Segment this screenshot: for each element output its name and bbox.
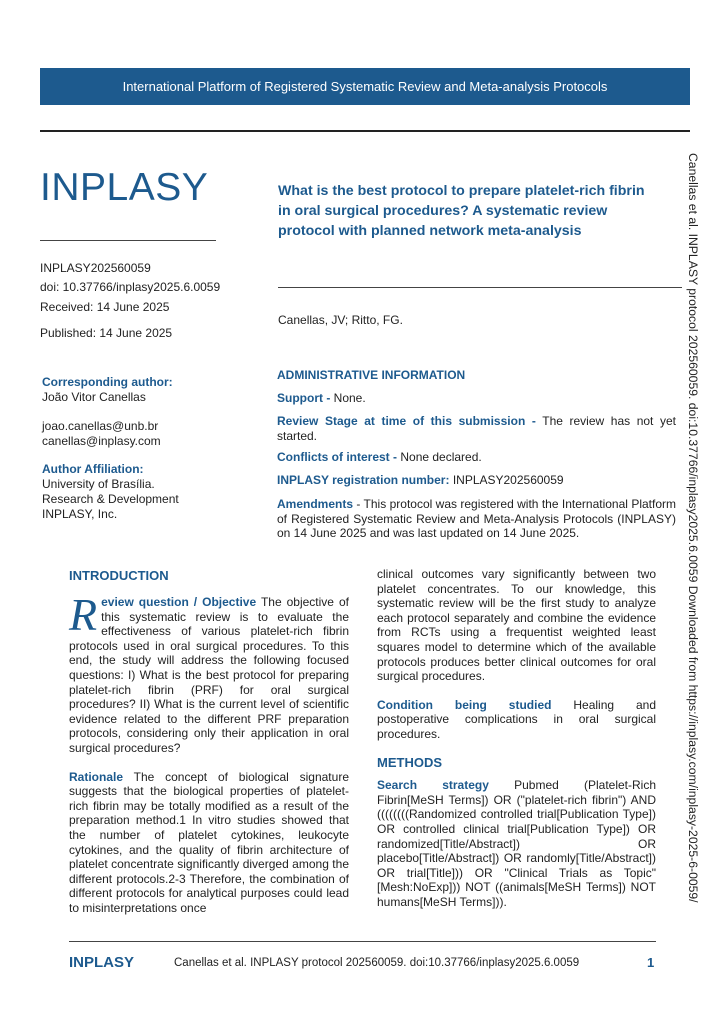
conflicts-label: Conflicts of interest -	[277, 450, 398, 464]
banner-text: International Platform of Registered Systematic Review and Meta-analysis Protocols	[122, 79, 608, 94]
authors: Canellas, JV; Ritto, FG.	[278, 313, 403, 327]
amendments-label: Amendments	[277, 497, 354, 511]
rationale-text: The concept of biological signature suggests that the biological properties of platelet-rich fibrin may be totally modified as a result of the preparation method.1 In vitro studies showed that the number of platelet cytokines, leukocyte cytokines, and the quality of fibrin architecture of platelet concentrate significantly diverged among the different protocols.2-3 Therefore, the combination of different protocols for analytical purposes could lead to misinterpretations once	[69, 769, 349, 915]
admin-registration	[277, 473, 676, 488]
logo-underline	[40, 240, 216, 241]
condition-text: Healing and postoperative complications in oral surgical procedures.	[377, 697, 656, 741]
published-date: Published: 14 June 2025	[40, 326, 173, 340]
platform-banner	[40, 68, 690, 105]
condition-paragraph	[377, 698, 656, 742]
corresponding-author-label: Corresponding author:	[42, 375, 173, 389]
admin-conflicts	[277, 450, 676, 465]
affiliation-line-3: INPLASY, Inc.	[42, 507, 118, 521]
amendments-value: - This protocol was registered with the International Platform of Registered Systematic Review and Meta-Analysis Protocols (INPLASY) on 14 June 2025 and was last updated on 14 June 2025.	[277, 497, 676, 540]
affiliation-label: Author Affiliation:	[42, 462, 144, 476]
rationale-continued: clinical outcomes vary significantly between two platelet concentrates. To our knowledge, this systematic review will be the first study to analyze each protocol separately and combine the evidence from RCTs using a frequentist weighted least squares model to determine which of the available protocols produces better clinical outcomes for oral surgical procedures.	[377, 567, 656, 684]
title-rule	[278, 287, 682, 288]
top-rule	[40, 130, 690, 132]
footer-rule	[69, 941, 656, 942]
search-strategy-paragraph	[377, 778, 656, 909]
admin-stage	[277, 414, 676, 443]
review-question-text: The objective of this systematic review is to evaluate the effectiveness of various platelet-rich fibrin protocols used in oral surgical procedures. To this end, the study will address the following focused questions: I) What is the best protocol for preparing platelet-rich fibrin (PRF) for oral surgical procedures? II) What is the current level of scientific evidence related to the different PRF preparation protocols, considering only their application in oral surgical procedures?	[69, 595, 349, 755]
admin-heading: ADMINISTRATIVE INFORMATION	[277, 368, 466, 382]
received-date: Received: 14 June 2025	[40, 300, 170, 314]
rationale-paragraph	[69, 770, 349, 916]
affiliation-line-1: University of Brasília.	[42, 477, 155, 491]
review-question-paragraph	[69, 589, 349, 756]
corresponding-email-2[interactable]: canellas@inplasy.com	[42, 434, 161, 448]
registration-label: INPLASY registration number:	[277, 473, 450, 487]
stage-label: Review Stage at time of this submission -	[277, 414, 536, 428]
protocol-id: INPLASY202560059	[40, 261, 151, 275]
registration-value: INPLASY202560059	[449, 473, 564, 487]
article-title: What is the best protocol to prepare platelet-rich fibrin in oral surgical procedures? A systematic review protocol with planned network meta-analysis	[278, 183, 645, 239]
introduction-heading: INTRODUCTION	[69, 568, 169, 583]
methods-heading: METHODS	[377, 754, 442, 770]
footer-citation: Canellas et al. INPLASY protocol 202560059. doi:10.37766/inplasy2025.6.0059	[174, 957, 580, 969]
drop-cap: R	[69, 589, 98, 640]
stage-value: The review has not yet started.	[277, 414, 676, 443]
condition-label: Condition being studied	[377, 697, 552, 712]
support-label: Support -	[277, 391, 331, 405]
search-strategy-text: Pubmed (Platelet-Rich Fibrin[MeSH Terms]) OR ("platelet-rich fibrin") AND ((((((((Randomized controlled trial[Publication Type]) OR controlled clinical trial[Publication Type]) OR randomized[Title/Abstract]) OR placebo[Title/Abstract]) OR randomly[Title/Abstract]) OR trial[Title])) OR "Clinical Trials as Topic"[Mesh:NoExp])) NOT ((animals[MeSH Terms]) NOT humans[MeSH Terms])).	[377, 778, 657, 909]
left-column	[69, 589, 349, 929]
doi: doi: 10.37766/inplasy2025.6.0059	[40, 280, 221, 294]
conflicts-value: None declared.	[397, 450, 482, 464]
corresponding-email-1[interactable]: joao.canellas@unb.br	[42, 419, 159, 433]
corresponding-author-name: João Vitor Canellas	[42, 390, 146, 404]
admin-support	[277, 391, 676, 406]
review-question-label: eview question / Objective	[101, 595, 257, 609]
admin-amendments	[277, 497, 676, 541]
rationale-label: Rationale	[69, 769, 124, 784]
inplasy-logo: INPLASY	[40, 166, 209, 209]
search-strategy-label: Search strategy	[377, 778, 489, 793]
affiliation-line-2: Research & Development	[42, 492, 179, 506]
right-column	[377, 567, 656, 923]
page-number: 1	[647, 955, 655, 970]
footer-logo: INPLASY	[69, 954, 135, 971]
support-value: None.	[330, 391, 366, 405]
vertical-citation[interactable]: Canellas et al. INPLASY protocol 202560059. doi:10.37766/inplasy2025.6.0059 Downloaded from https://inplasy.com/inplasy-2025-6-0059/	[686, 153, 700, 903]
